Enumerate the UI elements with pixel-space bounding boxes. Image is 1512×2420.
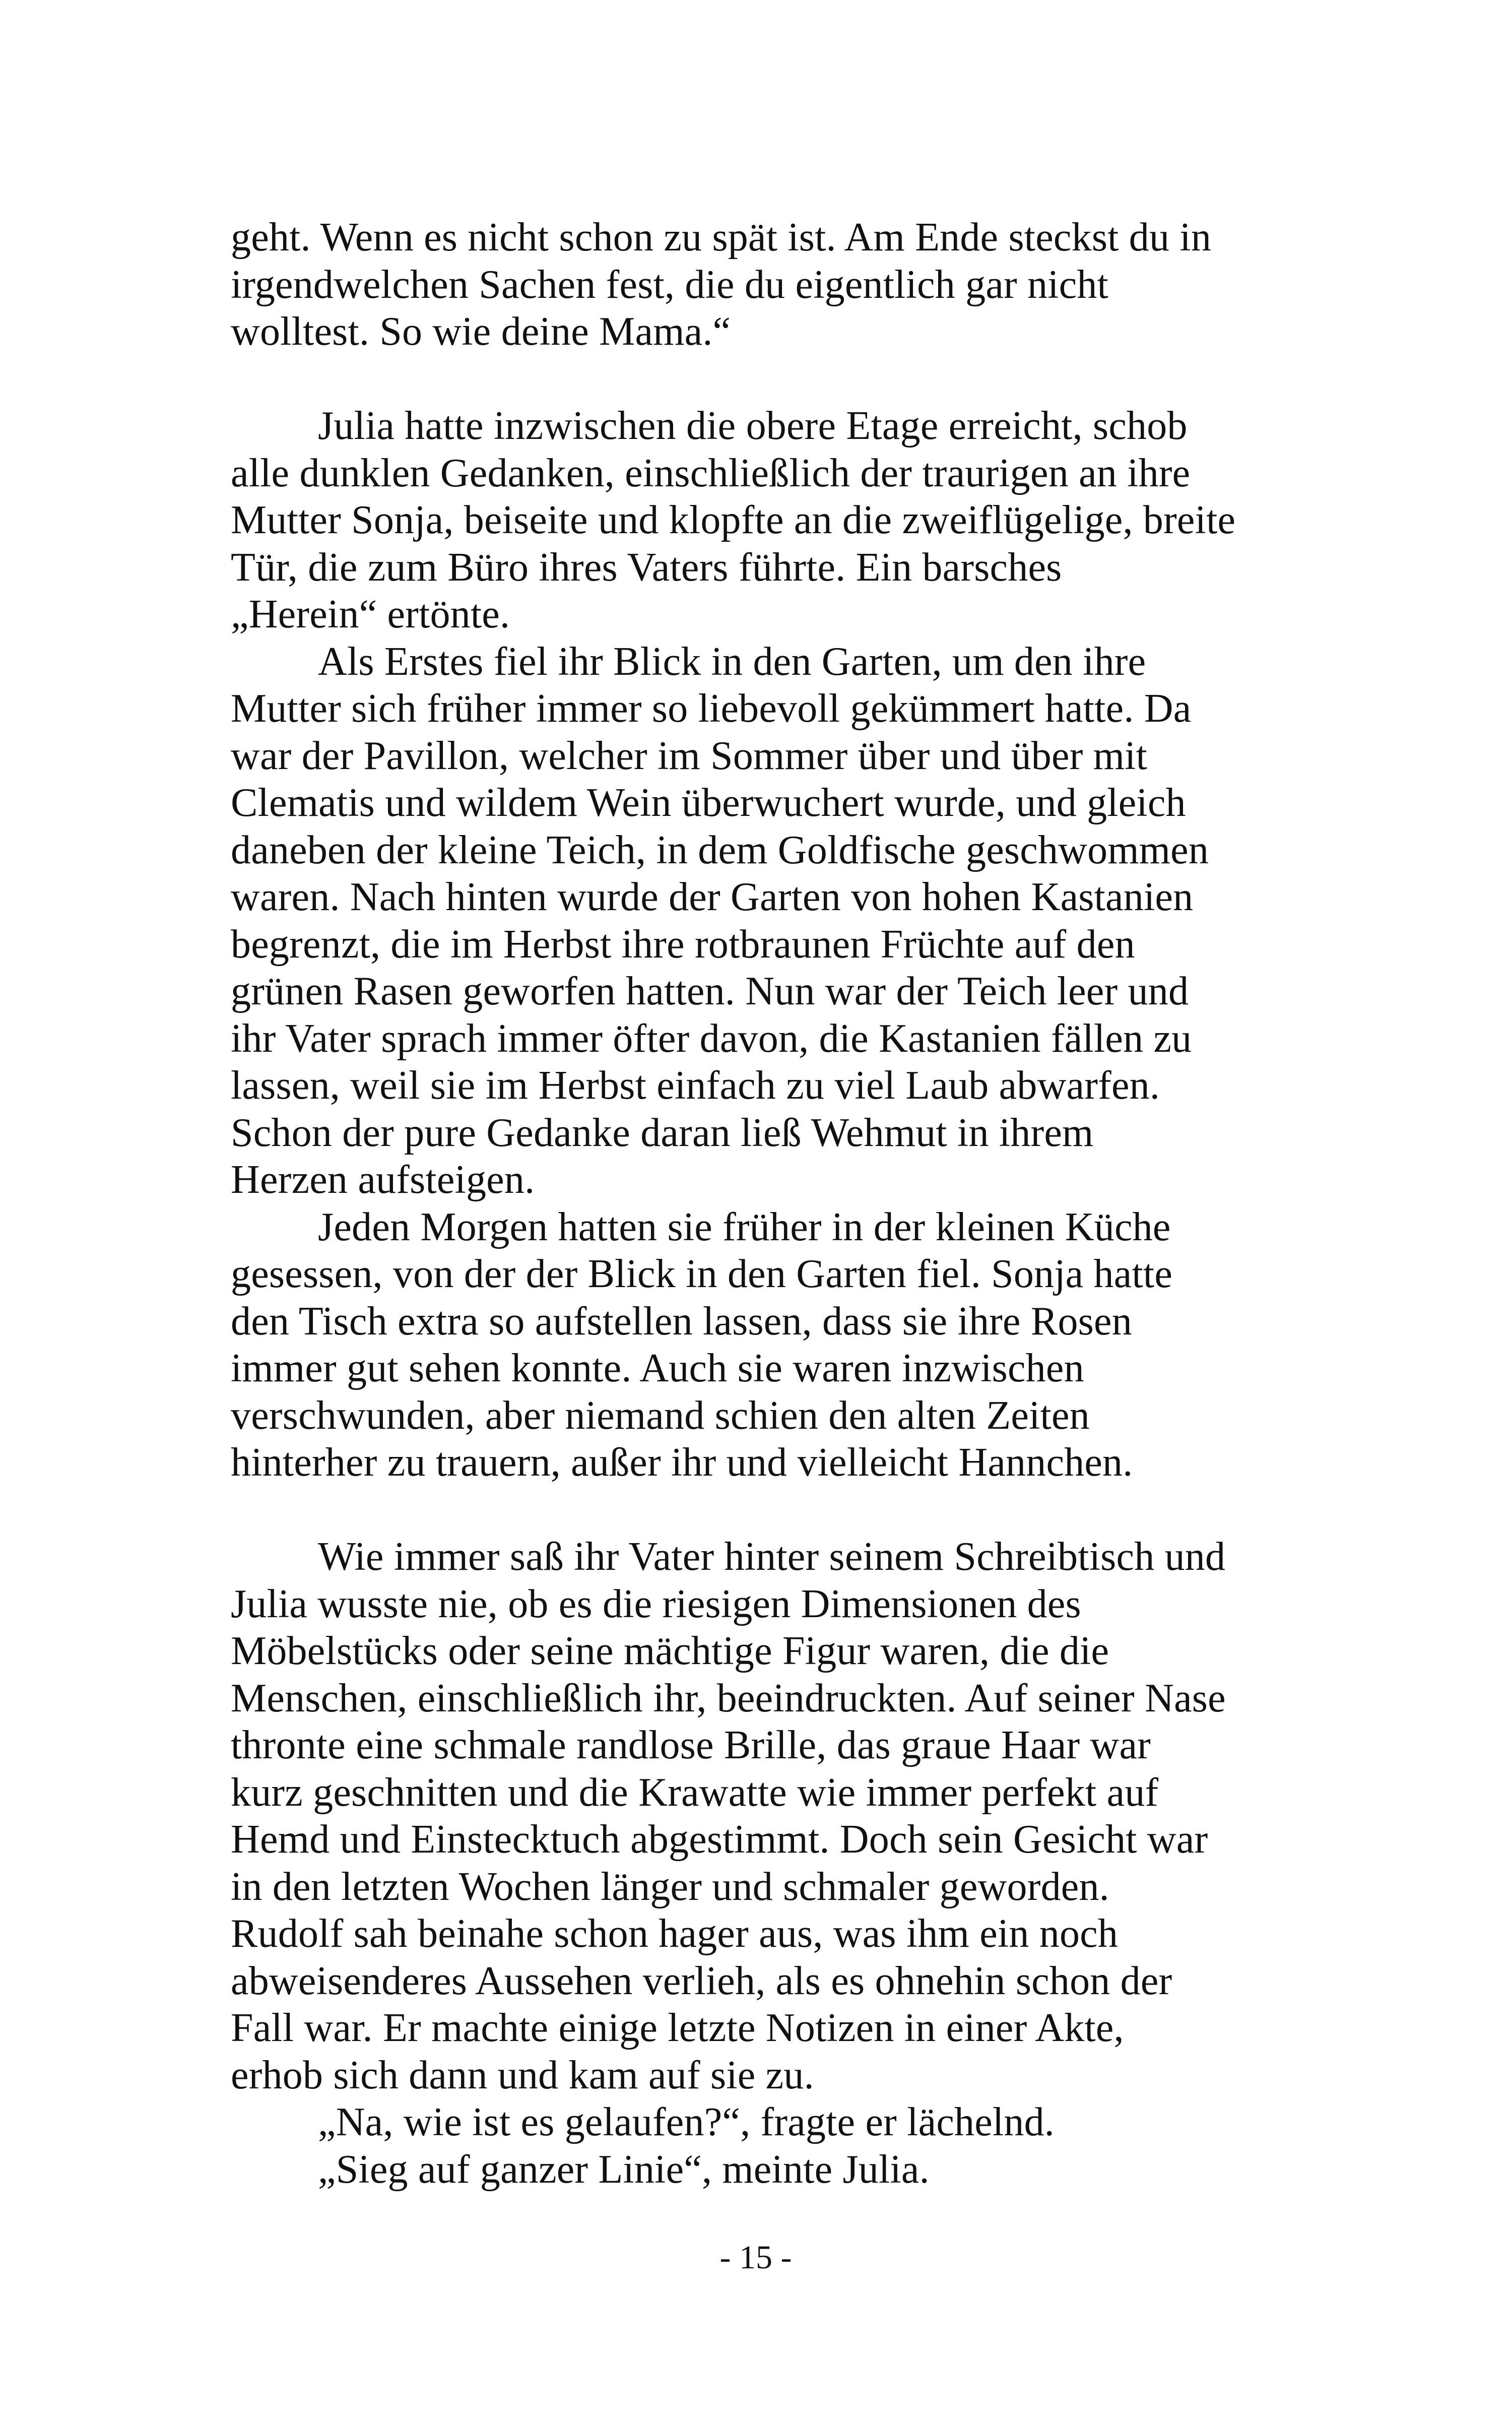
text-line: gesessen, von der der Blick in den Garten fiel. Sonja hatte (231, 1252, 1173, 1296)
paragraph-gap (231, 356, 1364, 403)
text-line: „Sieg auf ganzer Linie“, meinte Julia. (318, 2147, 930, 2192)
text-line: „Herein“ ertönte. (231, 592, 510, 636)
text-line: begrenzt, die im Herbst ihre rotbraunen Früchte auf den (231, 922, 1135, 967)
text-line: waren. Nach hinten wurde der Garten von hohen Kastanien (231, 875, 1194, 919)
text-line: Hemd und Einstecktuch abgestimmt. Doch sein Gesicht war (231, 1817, 1208, 1862)
text-line: thronte eine schmale randlose Brille, das graue Haar war (231, 1723, 1151, 1767)
text-line: geht. Wenn es nicht schon zu spät ist. Am Ende steckst du in (231, 215, 1212, 260)
text-line: Als Erstes fiel ihr Blick in den Garten, um den ihre (318, 639, 1146, 684)
paragraph (231, 214, 1364, 356)
text-line: irgendwelchen Sachen fest, die du eigentlich gar nicht (231, 262, 1109, 307)
text-line: hinterher zu trauern, außer ihr und vielleicht Hannchen. (231, 1440, 1133, 1485)
text-line: immer gut sehen konnte. Auch sie waren inzwischen (231, 1346, 1084, 1390)
text-line: Rudolf sah beinahe schon hager aus, was ihm ein noch (231, 1912, 1119, 1956)
text-line: Mutter sich früher immer so liebevoll gekümmert hatte. Da (231, 686, 1192, 731)
text-line: erhob sich dann und kam auf sie zu. (231, 2053, 814, 2097)
text-line: wolltest. So wie deine Mama.“ (231, 309, 731, 354)
paragraph (231, 2146, 1364, 2194)
paragraph (231, 1204, 1364, 1487)
text-line: Jeden Morgen hatten sie früher in der kleinen Küche (318, 1204, 1171, 1249)
text-line: verschwunden, aber niemand schien den alten Zeiten (231, 1393, 1090, 1438)
body-text (231, 214, 1364, 2193)
text-line: Mutter Sonja, beiseite und klopfte an die zweiflügelige, breite (231, 498, 1236, 542)
text-line: Clematis und wildem Wein überwuchert wurde, und gleich (231, 781, 1186, 825)
text-line: Schon der pure Gedanke daran ließ Wehmut in ihrem (231, 1110, 1094, 1155)
text-line: war der Pavillon, welcher im Sommer über und über mit (231, 733, 1148, 778)
text-line: lassen, weil sie im Herbst einfach zu viel Laub abwarfen. (231, 1063, 1160, 1108)
text-line: ihr Vater sprach immer öfter davon, die Kastanien fällen zu (231, 1016, 1192, 1061)
paragraph-gap (231, 1487, 1364, 1534)
text-line: in den letzten Wochen länger und schmaler geworden. (231, 1864, 1109, 1909)
text-line: kurz geschnitten und die Krawatte wie immer perfekt auf (231, 1770, 1159, 1815)
paragraph (231, 1534, 1364, 2099)
paragraph (231, 403, 1364, 639)
paragraph (231, 639, 1364, 1204)
paragraph (231, 2099, 1364, 2146)
text-line: den Tisch extra so aufstellen lassen, dass sie ihre Rosen (231, 1299, 1132, 1344)
text-line: alle dunklen Gedanken, einschließlich der traurigen an ihre (231, 451, 1191, 495)
text-line: abweisenderes Aussehen verlieh, als es ohnehin schon der (231, 1958, 1172, 2003)
text-line: Herzen aufsteigen. (231, 1158, 535, 1202)
text-line: Julia wusste nie, ob es die riesigen Dimensionen des (231, 1581, 1081, 1626)
text-line: grünen Rasen geworfen hatten. Nun war der Teich leer und (231, 969, 1189, 1013)
text-line: Möbelstücks oder seine mächtige Figur waren, die die (231, 1629, 1109, 1673)
text-line: Wie immer saß ihr Vater hinter seinem Schreibtisch und (318, 1535, 1226, 1579)
text-line: Julia hatte inzwischen die obere Etage erreicht, schob (318, 404, 1188, 448)
text-line: daneben der kleine Teich, in dem Goldfische geschwommen (231, 827, 1209, 872)
text-line: „Na, wie ist es gelaufen?“, fragte er lächelnd. (318, 2100, 1055, 2144)
text-line: Tür, die zum Büro ihres Vaters führte. Ein barsches (231, 545, 1062, 590)
page-number: - 15 - (719, 2239, 792, 2276)
text-line: Menschen, einschließlich ihr, beeindruckten. Auf seiner Nase (231, 1676, 1226, 1721)
text-line: Fall war. Er machte einige letzte Notizen in einer Akte, (231, 2006, 1124, 2050)
